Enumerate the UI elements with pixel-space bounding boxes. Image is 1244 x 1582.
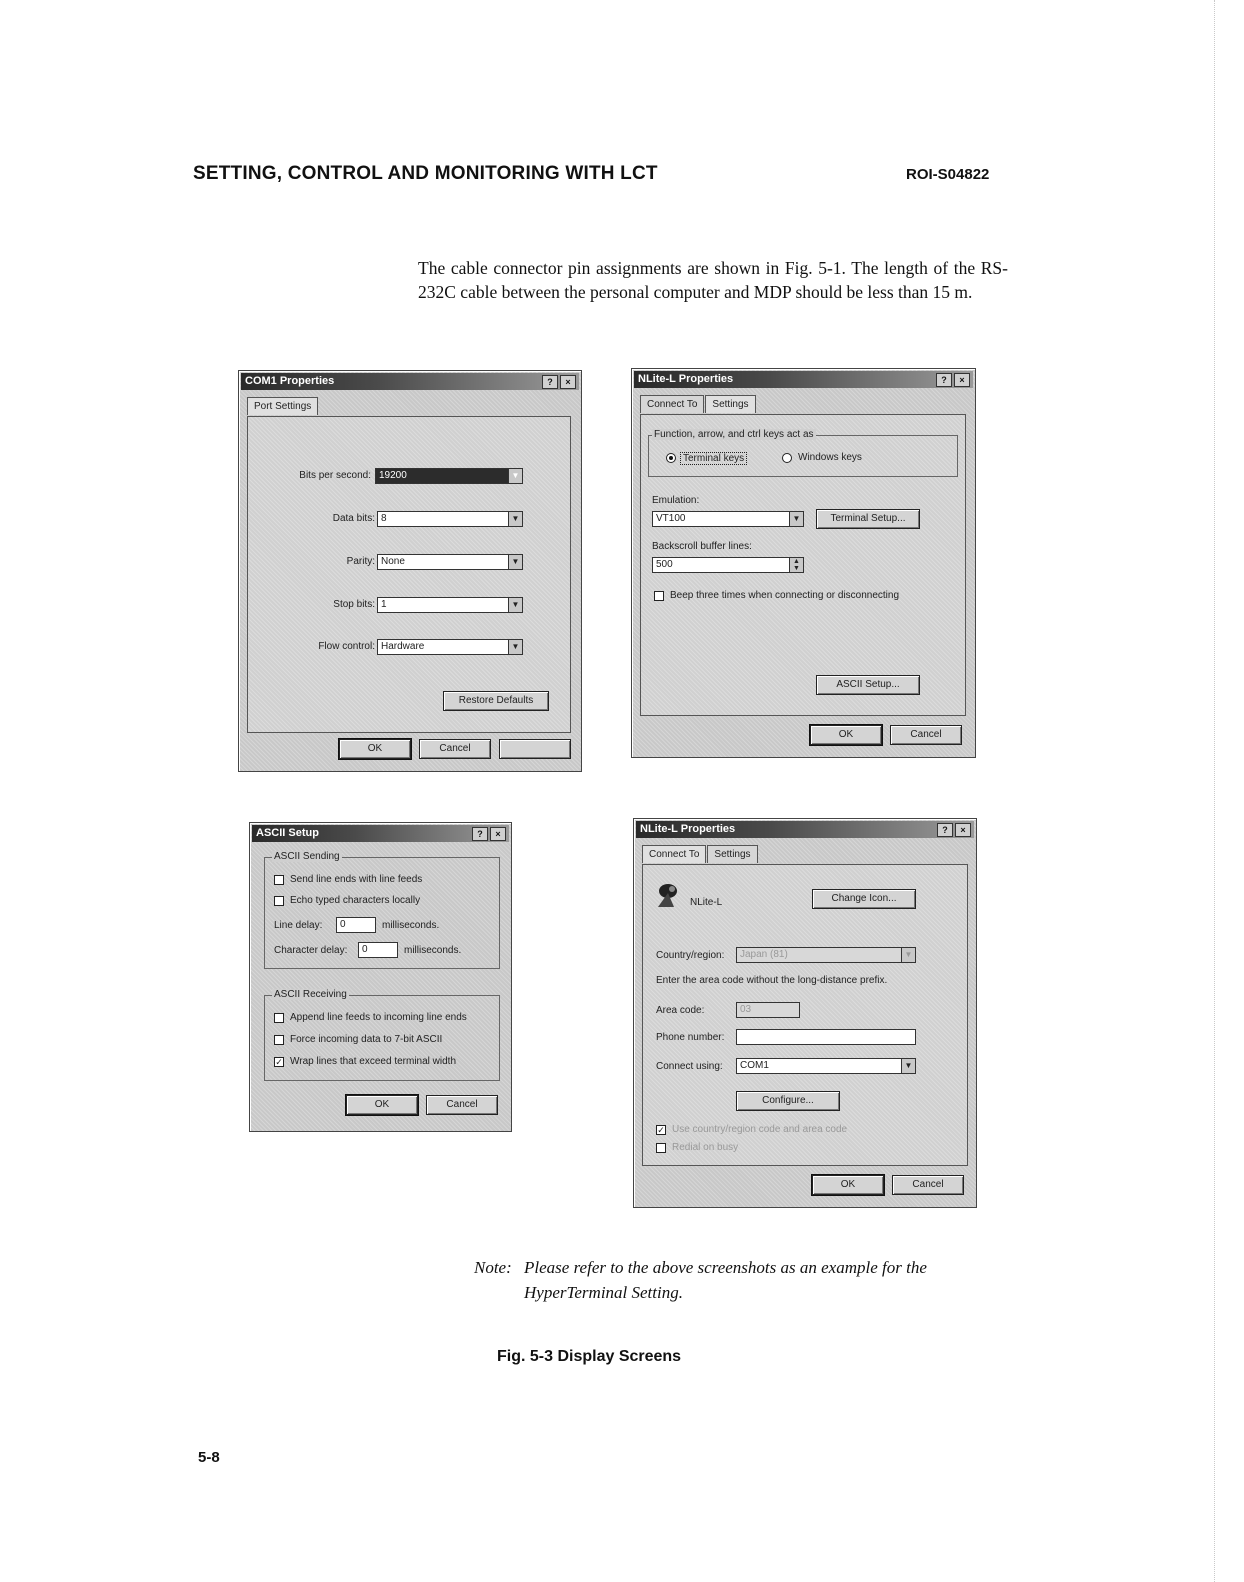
- force-7bit-label: Force incoming data to 7-bit ASCII: [290, 1034, 443, 1045]
- ascii-setup-button[interactable]: ASCII Setup...: [816, 675, 920, 695]
- char-delay-label: Character delay:: [274, 945, 348, 956]
- parity-select[interactable]: [377, 554, 523, 570]
- phone-number-input[interactable]: [736, 1029, 916, 1045]
- tab-connect-to[interactable]: Connect To: [640, 395, 704, 413]
- area-code-hint: Enter the area code without the long-distance prefix.: [656, 975, 888, 986]
- stop-bits-label: Stop bits:: [333, 599, 375, 610]
- dialog-title: COM1 Properties: [245, 375, 335, 387]
- emulation-label: Emulation:: [652, 495, 700, 506]
- note-line-1: Please refer to the above screenshots as an example for the: [524, 1258, 927, 1277]
- connect-properties-dialog: [633, 818, 977, 1208]
- area-code-label: Area code:: [656, 1005, 705, 1016]
- append-line-feeds-label: Append line feeds to incoming line ends: [290, 1012, 467, 1023]
- use-country-code-checkbox[interactable]: ✓: [657, 1125, 665, 1135]
- line-delay-label: Line delay:: [274, 920, 323, 931]
- bits-per-second-label: Bits per second:: [299, 470, 371, 481]
- chevron-down-icon[interactable]: ▼: [901, 948, 915, 962]
- connect-using-select[interactable]: [736, 1058, 916, 1074]
- restore-defaults-button[interactable]: Restore Defaults: [443, 691, 549, 711]
- line-delay-input[interactable]: 0: [336, 917, 376, 933]
- parity-value: None: [381, 556, 405, 567]
- help-icon[interactable]: ?: [472, 827, 488, 841]
- emulation-select[interactable]: [652, 511, 804, 527]
- bits-per-second-value: 19200: [379, 470, 407, 481]
- help-icon[interactable]: ?: [542, 375, 558, 389]
- backscroll-spinner[interactable]: [652, 557, 804, 573]
- tab-settings[interactable]: Settings: [707, 845, 757, 863]
- cancel-button[interactable]: Cancel: [419, 739, 491, 759]
- document-id: ROI-S04822: [906, 166, 990, 183]
- wrap-lines-checkbox[interactable]: ✓: [275, 1057, 283, 1067]
- title-bar: [252, 825, 509, 842]
- note-label: Note:: [474, 1258, 512, 1277]
- connection-name: NLite-L: [690, 897, 723, 908]
- backscroll-value: 500: [656, 559, 673, 570]
- stop-bits-value: 1: [381, 599, 387, 610]
- force-7bit-checkbox[interactable]: [274, 1035, 284, 1045]
- function-keys-group-label: Function, arrow, and ctrl keys act as: [654, 429, 814, 440]
- help-icon[interactable]: ?: [936, 373, 952, 387]
- spinner-arrows-icon[interactable]: ▲ ▼: [789, 558, 803, 572]
- dialog-title: NLite-L Properties: [640, 823, 736, 835]
- chevron-down-icon[interactable]: ▼: [508, 512, 522, 526]
- connect-using-label: Connect using:: [656, 1061, 723, 1072]
- flow-control-select[interactable]: [377, 639, 523, 655]
- windows-keys-radio[interactable]: [782, 453, 792, 463]
- ok-button[interactable]: OK: [810, 725, 882, 745]
- ascii-sending-label: ASCII Sending: [274, 851, 340, 862]
- data-bits-select[interactable]: [377, 511, 523, 527]
- title-bar: [636, 821, 974, 838]
- send-line-ends-checkbox[interactable]: [274, 875, 284, 885]
- terminal-setup-button[interactable]: Terminal Setup...: [816, 509, 920, 529]
- data-bits-label: Data bits:: [332, 513, 375, 524]
- dialog-title: NLite-L Properties: [638, 373, 734, 385]
- char-delay-input[interactable]: 0: [358, 942, 398, 958]
- close-icon[interactable]: ×: [954, 373, 970, 387]
- com-properties-dialog: [238, 370, 582, 772]
- title-bar: [241, 373, 579, 390]
- configure-button[interactable]: Configure...: [736, 1091, 840, 1111]
- country-label: Country/region:: [656, 950, 725, 961]
- settings-properties-dialog: [631, 368, 976, 758]
- stop-bits-select[interactable]: [377, 597, 523, 613]
- apply-button[interactable]: [499, 739, 571, 759]
- terminal-keys-radio[interactable]: [666, 453, 676, 463]
- line-delay-unit: milliseconds.: [382, 920, 440, 931]
- wrap-lines-label: Wrap lines that exceed terminal width: [290, 1056, 457, 1067]
- echo-typed-checkbox[interactable]: [274, 896, 284, 906]
- chevron-down-icon[interactable]: ▼: [901, 1059, 915, 1073]
- figure-caption: Fig. 5-3 Display Screens: [497, 1348, 682, 1365]
- connect-using-value: COM1: [740, 1060, 769, 1071]
- beep-checkbox[interactable]: [654, 591, 664, 601]
- page-edge-rule: [1214, 0, 1216, 1582]
- flow-control-label: Flow control:: [318, 641, 375, 652]
- phone-icon: [654, 881, 684, 909]
- close-icon[interactable]: ×: [490, 827, 506, 841]
- chevron-down-icon[interactable]: ▼: [789, 512, 803, 526]
- char-delay-unit: milliseconds.: [404, 945, 462, 956]
- windows-keys-label[interactable]: Windows keys: [798, 452, 862, 463]
- intro-paragraph: The cable connector pin assignments are shown in Fig. 5-1. The length of the RS-232C cable between the personal computer and MDP should be less than 15 m.: [418, 258, 1008, 302]
- page-number: 5-8: [198, 1449, 220, 1466]
- cancel-button[interactable]: Cancel: [892, 1175, 964, 1195]
- chevron-down-icon[interactable]: ▼: [508, 555, 522, 569]
- send-line-ends-label: Send line ends with line feeds: [290, 874, 423, 885]
- close-icon[interactable]: ×: [560, 375, 576, 389]
- tab-settings[interactable]: Settings: [705, 395, 755, 413]
- use-country-code-label: Use country/region code and area code: [672, 1124, 848, 1135]
- cancel-button[interactable]: Cancel: [426, 1095, 498, 1115]
- backscroll-label: Backscroll buffer lines:: [652, 541, 752, 552]
- bits-per-second-select[interactable]: [375, 468, 523, 484]
- tab-connect-to[interactable]: Connect To: [642, 845, 706, 863]
- phone-number-label: Phone number:: [656, 1032, 725, 1043]
- chevron-down-icon[interactable]: ▼: [508, 640, 522, 654]
- close-icon[interactable]: ×: [955, 823, 971, 837]
- ascii-setup-dialog: [249, 822, 512, 1132]
- terminal-keys-label[interactable]: Terminal keys: [680, 452, 747, 465]
- help-icon[interactable]: ?: [937, 823, 953, 837]
- redial-checkbox[interactable]: [656, 1143, 666, 1153]
- beep-label: Beep three times when connecting or disconnecting: [670, 590, 900, 601]
- area-code-input[interactable]: 03: [736, 1002, 800, 1018]
- redial-label: Redial on busy: [672, 1142, 739, 1153]
- ok-button[interactable]: OK: [812, 1175, 884, 1195]
- chevron-down-icon[interactable]: ▼: [508, 469, 522, 483]
- port-settings-panel: [247, 416, 571, 733]
- chevron-down-icon[interactable]: ▼: [508, 598, 522, 612]
- data-bits-value: 8: [381, 513, 387, 524]
- cancel-button[interactable]: Cancel: [890, 725, 962, 745]
- ok-button[interactable]: OK: [346, 1095, 418, 1115]
- echo-typed-label: Echo typed characters locally: [290, 895, 421, 906]
- country-value: Japan (81): [740, 949, 788, 960]
- dialog-title: ASCII Setup: [256, 827, 319, 839]
- ok-button[interactable]: OK: [339, 739, 411, 759]
- ascii-receiving-label: ASCII Receiving: [274, 989, 347, 1000]
- title-bar: [634, 371, 973, 388]
- section-title: SETTING, CONTROL AND MONITORING WITH LCT: [193, 163, 658, 184]
- append-line-feeds-checkbox[interactable]: [274, 1013, 284, 1023]
- note: [474, 1255, 1014, 1305]
- note-line-2: HyperTerminal Setting.: [524, 1283, 683, 1302]
- parity-label: Parity:: [346, 556, 375, 567]
- flow-control-value: Hardware: [381, 641, 425, 652]
- tab-port-settings[interactable]: Port Settings: [247, 397, 318, 415]
- change-icon-button[interactable]: Change Icon...: [812, 889, 916, 909]
- country-select[interactable]: [736, 947, 916, 963]
- emulation-value: VT100: [656, 513, 686, 524]
